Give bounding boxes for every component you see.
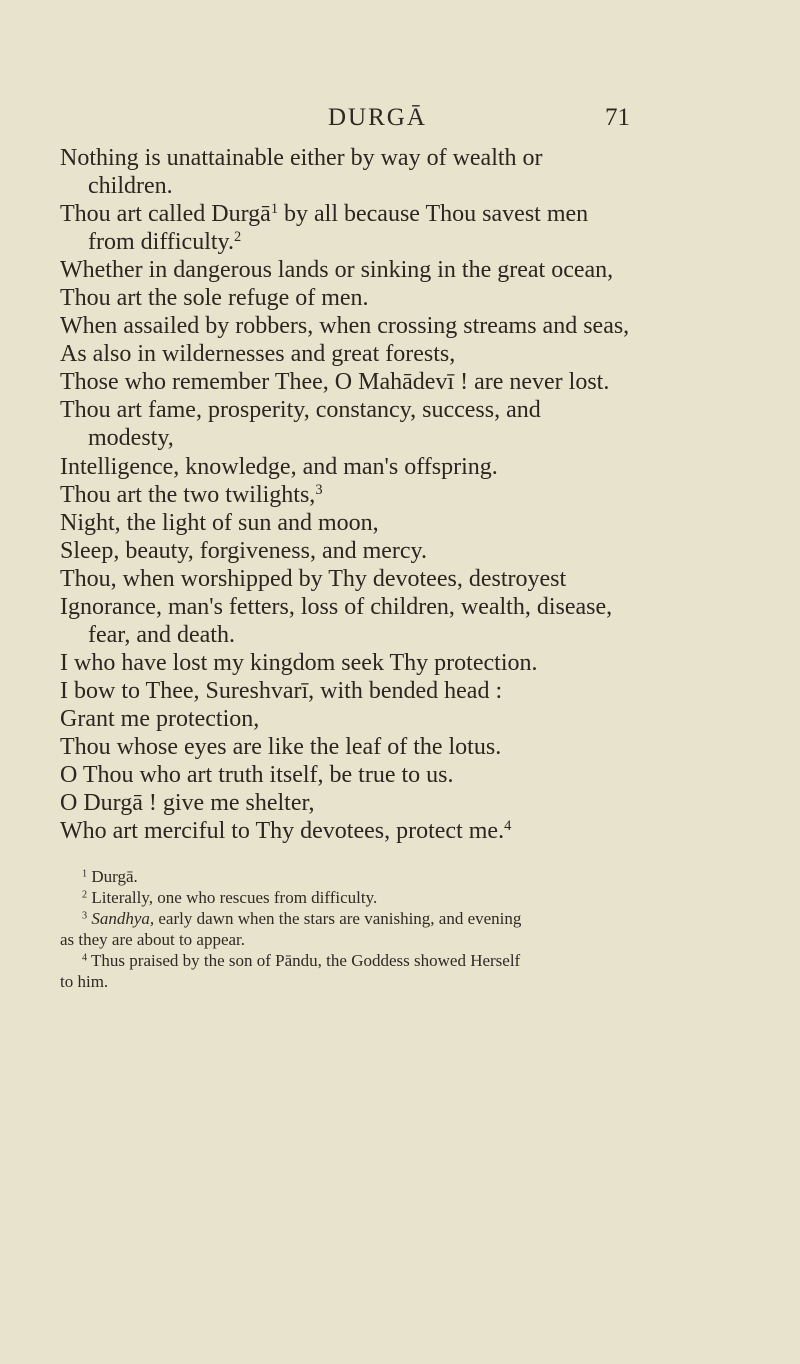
line-text: Intelligence, knowledge, and man's offspring. xyxy=(60,453,498,480)
footnote-ref: 4 xyxy=(504,818,512,835)
running-head xyxy=(0,104,800,144)
poem-line-continuation xyxy=(60,424,760,452)
line-text: Those who remember Thee, O Mahādevī ! are never lost. xyxy=(60,369,610,396)
line-text: O Durgā ! give me shelter, xyxy=(60,790,315,817)
line-text: I who have lost my kingdom seek Thy protection. xyxy=(60,649,538,676)
footnote-line xyxy=(60,971,740,992)
poem-line xyxy=(60,537,760,565)
footnote-number: 3 xyxy=(82,910,88,922)
line-text: Grant me protection, xyxy=(60,705,260,732)
footnote-text: Thus praised by the son of Pāndu, the Goddess showed Herself xyxy=(91,951,521,970)
poem-text xyxy=(60,144,760,845)
footnote-term: Sandhya, xyxy=(91,909,155,928)
line-text: Thou art called Durgā xyxy=(60,201,271,228)
line-text: Thou art the sole refuge of men. xyxy=(60,285,369,312)
line-text: by all because Thou savest men xyxy=(278,201,589,228)
page-number: 71 xyxy=(605,104,630,131)
footnote-number: 1 xyxy=(82,868,88,880)
poem-line xyxy=(60,200,760,228)
footnote-text: as they are about to appear. xyxy=(60,930,246,949)
poem-line xyxy=(60,649,760,677)
footnote-number: 2 xyxy=(82,889,88,901)
line-text: children. xyxy=(88,173,173,200)
line-text: Thou whose eyes are like the leaf of the lotus. xyxy=(60,733,502,760)
poem-line xyxy=(60,761,760,789)
poem-line xyxy=(60,340,760,368)
line-text: Ignorance, man's fetters, loss of children, wealth, disease, xyxy=(60,593,613,620)
poem-line xyxy=(60,256,760,284)
poem-line xyxy=(60,789,760,817)
poem-line xyxy=(60,733,760,761)
footnote-line xyxy=(60,950,740,971)
poem-line xyxy=(60,396,760,424)
footnote-text: early dawn when the stars are vanishing, and evening xyxy=(154,909,522,928)
line-text: Night, the light of sun and moon, xyxy=(60,509,379,536)
poem-line xyxy=(60,144,760,172)
poem-line-continuation xyxy=(60,172,760,200)
poem-line xyxy=(60,509,760,537)
line-text: O Thou who art truth itself, be true to us. xyxy=(60,762,454,789)
running-title: DURGĀ xyxy=(328,104,427,131)
footnotes xyxy=(60,866,740,992)
footnote-text: to him. xyxy=(60,972,109,991)
poem-line xyxy=(60,481,760,509)
line-text: Thou art fame, prosperity, constancy, success, and xyxy=(60,397,541,424)
footnote xyxy=(60,950,740,992)
footnote-ref: 1 xyxy=(270,201,279,218)
footnote xyxy=(60,866,740,887)
poem-line-continuation xyxy=(60,228,760,256)
poem-line xyxy=(60,705,760,733)
line-text: fear, and death. xyxy=(88,621,235,648)
footnote-line xyxy=(60,929,740,950)
footnote xyxy=(60,887,740,908)
line-text: I bow to Thee, Sureshvarī, with bended head : xyxy=(60,677,503,704)
line-text: Nothing is unattainable either by way of wealth or xyxy=(60,145,543,171)
footnote-number: 4 xyxy=(82,952,88,964)
line-text: Thou, when worshipped by Thy devotees, destroyest xyxy=(60,565,567,592)
poem-line xyxy=(60,677,760,705)
footnote-ref: 3 xyxy=(315,481,323,498)
poem-line-continuation xyxy=(60,621,760,649)
footnote-text: Literally, one who rescues from difficulty. xyxy=(91,888,378,907)
line-text: As also in wildernesses and great forests, xyxy=(60,341,456,368)
poem-line xyxy=(60,368,760,396)
line-text: When assailed by robbers, when crossing streams and seas, xyxy=(60,313,630,340)
footnote xyxy=(60,908,740,950)
footnote-line xyxy=(60,908,740,929)
poem-line xyxy=(60,284,760,312)
footnote-text: Durgā. xyxy=(91,867,138,886)
line-text: Sleep, beauty, forgiveness, and mercy. xyxy=(60,537,427,564)
poem-line xyxy=(60,312,760,340)
line-text: Thou art the two twilights, xyxy=(60,481,316,508)
poem-line xyxy=(60,565,760,593)
poem-line xyxy=(60,817,760,845)
poem-line xyxy=(60,453,760,481)
line-text: Whether in dangerous lands or sinking in the great ocean, xyxy=(60,257,614,284)
line-text: modesty, xyxy=(88,425,174,452)
line-text: Who art merciful to Thy devotees, protect me. xyxy=(60,818,505,845)
line-text: from difficulty. xyxy=(88,229,234,256)
poem-line xyxy=(60,593,760,621)
footnote-ref: 2 xyxy=(233,229,242,246)
